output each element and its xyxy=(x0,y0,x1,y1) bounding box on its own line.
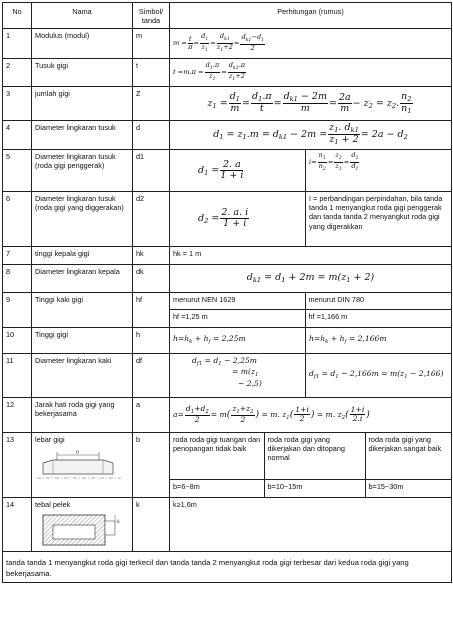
formula-diameter-tusuk: $d_1 = z_1.m = d_{k1} - 2m$ = $\frac{z_1. d_{k1}}{z_1 + 2}$ = $2a - d_2$ xyxy=(170,120,452,149)
formula-dk: $d_{k1} = d_1 + 2m = m(z_1 + 2)$ xyxy=(170,264,452,292)
svg-text:b: b xyxy=(76,449,80,456)
table-row xyxy=(3,58,452,86)
row-simbol: t xyxy=(133,58,170,86)
row-nama: Diameter lingkaran tusuk xyxy=(32,120,133,149)
row-simbol: b xyxy=(133,432,170,497)
row-simbol: Z xyxy=(133,86,170,120)
table-row xyxy=(3,264,452,292)
row-simbol: hk xyxy=(133,246,170,264)
row-nama: Diameter lingkaran tusuk (roda gigi penggerak) xyxy=(32,149,133,191)
row-nama: tebal pelek xyxy=(35,499,71,509)
row-simbol: d xyxy=(133,120,170,149)
formula-h-din: $h=h_k + h_f = 2,166m$ xyxy=(306,327,452,353)
header-perhitungan: Perhitungan (rumus) xyxy=(170,3,452,29)
row-no: 13 xyxy=(3,432,32,497)
table-row xyxy=(3,497,452,551)
row-no: 10 xyxy=(3,327,32,353)
row-no: 1 xyxy=(3,28,32,58)
header-no: No xyxy=(3,3,32,29)
ratio-note: I = perbandingan perpindahan, bila tanda tanda 1 menyangkut roda gigi penggerak dan tanda tanda 2 menyangkut roda gigi yang digerakkan xyxy=(306,191,452,246)
row-nama: Diameter lingkaran kaki xyxy=(32,353,133,397)
case-tuangan: roda roda gigi tuangan dan penopangan tidak baik xyxy=(173,434,261,453)
formula-df-nen: $d_{f1} = d_1 - 2,25m$ = $m(z_1$ − 2,5) xyxy=(170,353,306,397)
b-normal: b=10~15m xyxy=(264,480,365,497)
row-simbol: m xyxy=(133,28,170,58)
row-nama: Tinggi kaki gigi xyxy=(32,292,133,327)
row-nama: Tinggi gigi xyxy=(32,327,133,353)
row-simbol: df xyxy=(133,353,170,397)
table-row xyxy=(3,149,452,191)
row-no: 3 xyxy=(3,86,32,120)
row-no: 11 xyxy=(3,353,32,397)
header-simbol: Simbol/ tanda xyxy=(133,3,170,29)
rim-thickness-drawing xyxy=(35,513,125,549)
table-row xyxy=(3,292,452,327)
hf-nen: hf =1,25 m xyxy=(170,310,305,327)
row-nama: tinggi kepala gigi xyxy=(32,246,133,264)
std-din: menurut DIN 780 xyxy=(305,293,451,310)
row-nama: Modulus (modul) xyxy=(32,28,133,58)
table-row xyxy=(3,432,452,497)
row-nama: Jarak hati roda gigi yang bekerjasama xyxy=(32,397,133,432)
case-normal: roda roda gigi yang dikerjakan dan ditopang normal xyxy=(264,433,365,480)
std-nen: menurut NEN 1629 xyxy=(173,294,236,304)
row-no: 7 xyxy=(3,246,32,264)
row-nama-lebar xyxy=(32,432,133,497)
formula-h-nen: $h=h_k + h_f = 2,25m$ xyxy=(170,327,306,353)
row-simbol: a xyxy=(133,397,170,432)
row-simbol: d1 xyxy=(133,149,170,191)
formula-modulus: m = $\frac{t}{\pi}$ = $\frac{d_1}{z_1}$ = $\frac{d_{k1}}{z_1+2}$ = $\frac{d_{k1}-d_1}{2}$ xyxy=(170,28,452,58)
hf-standards xyxy=(170,292,452,327)
table-row xyxy=(3,120,452,149)
row-nama: Diameter lingkaran tusuk (roda gigi yang diggerakan) xyxy=(32,191,133,246)
row-nama-pelek xyxy=(32,497,133,551)
formula-d1: $d_1$ = $\frac{2. a}{1 + i}$ xyxy=(170,149,306,191)
row-no: 9 xyxy=(3,292,32,327)
table-row xyxy=(3,397,452,432)
formula-k: k≥1,6m xyxy=(170,497,452,551)
row-simbol: d2 xyxy=(133,191,170,246)
row-no: 5 xyxy=(3,149,32,191)
row-no: 2 xyxy=(3,58,32,86)
row-no: 6 xyxy=(3,191,32,246)
formula-d2: $d_2$ = $\frac{2. a. i}{1 + i}$ xyxy=(170,191,306,246)
table-row xyxy=(3,246,452,264)
case-sangat-baik: roda roda gigi yang dikerjakan sangat baik xyxy=(365,433,451,480)
row-nama: lebar gigi xyxy=(35,434,65,444)
row-nama: Tusuk gigi xyxy=(32,58,133,86)
row-no: 4 xyxy=(3,120,32,149)
hf-din: hf =1,166 m xyxy=(305,310,451,327)
gear-formula-table xyxy=(2,2,452,583)
row-no: 8 xyxy=(3,264,32,292)
svg-text:k: k xyxy=(117,518,121,525)
footer-row xyxy=(3,551,452,582)
formula-df-din: $d_{f1} = d_1 - 2,166m = m(z_1 - 2,166)$ xyxy=(306,353,452,397)
b-sangat-baik: b=15~30m xyxy=(365,480,451,497)
row-no: 12 xyxy=(3,397,32,432)
formula-jumlah-gigi: $z_1$ = $\frac{d_1}{m}$ = $\frac{d_1.\pi}{t}$ = $\frac{d_{k1} - 2m}{m}$ = $\frac{2a}{m}$ − $z_2 = z_2$. $\frac{n_2}{n_1}$ xyxy=(170,86,452,120)
formula-ratio: i= $\frac{n_1}{n_2}$ = $\frac{z_2}{z_1}$ = $\frac{d_2}{d_1}$ xyxy=(306,149,452,191)
row-nama: jumlah gigi xyxy=(32,86,133,120)
row-simbol: h xyxy=(133,327,170,353)
row-nama: Diameter lingkaran kepala xyxy=(32,264,133,292)
row-no: 14 xyxy=(3,497,32,551)
table-row xyxy=(3,327,452,353)
b-tuangan: b=6~8m xyxy=(170,480,264,497)
footer-note: tanda tanda 1 menyangkut roda gigi terkecil dan tanda tanda 2 menyangkut roda gigi terbesar dari kedua roda gigi yang bekerjasama. xyxy=(3,551,452,582)
row-simbol: k xyxy=(133,497,170,551)
formula-jarak: a= $\frac{d_1+d_2}{2}$ = m( $\frac{z_1+z_2}{2}$ ) = m. $z_1$( $\frac{1+i}{2}$ ) = m. $z_2$( $\frac{1+i}{2.i}$ ) xyxy=(170,397,452,432)
table-row xyxy=(3,86,452,120)
table-row xyxy=(3,28,452,58)
gear-width-drawing xyxy=(35,448,125,484)
row-simbol: dk xyxy=(133,264,170,292)
header-nama: Nama xyxy=(32,3,133,29)
table-row xyxy=(3,353,452,397)
row-simbol: hf xyxy=(133,292,170,327)
formula-tusuk: t =m.π = $\frac{d_1.\pi}{z_1}$ = $\frac{d_{k1}.\pi}{z_1+2}$ xyxy=(170,58,452,86)
lebar-gigi-cases xyxy=(170,432,452,497)
formula-hk: hk = 1 m xyxy=(170,246,452,264)
table-row xyxy=(3,191,452,246)
header-row xyxy=(3,3,452,29)
